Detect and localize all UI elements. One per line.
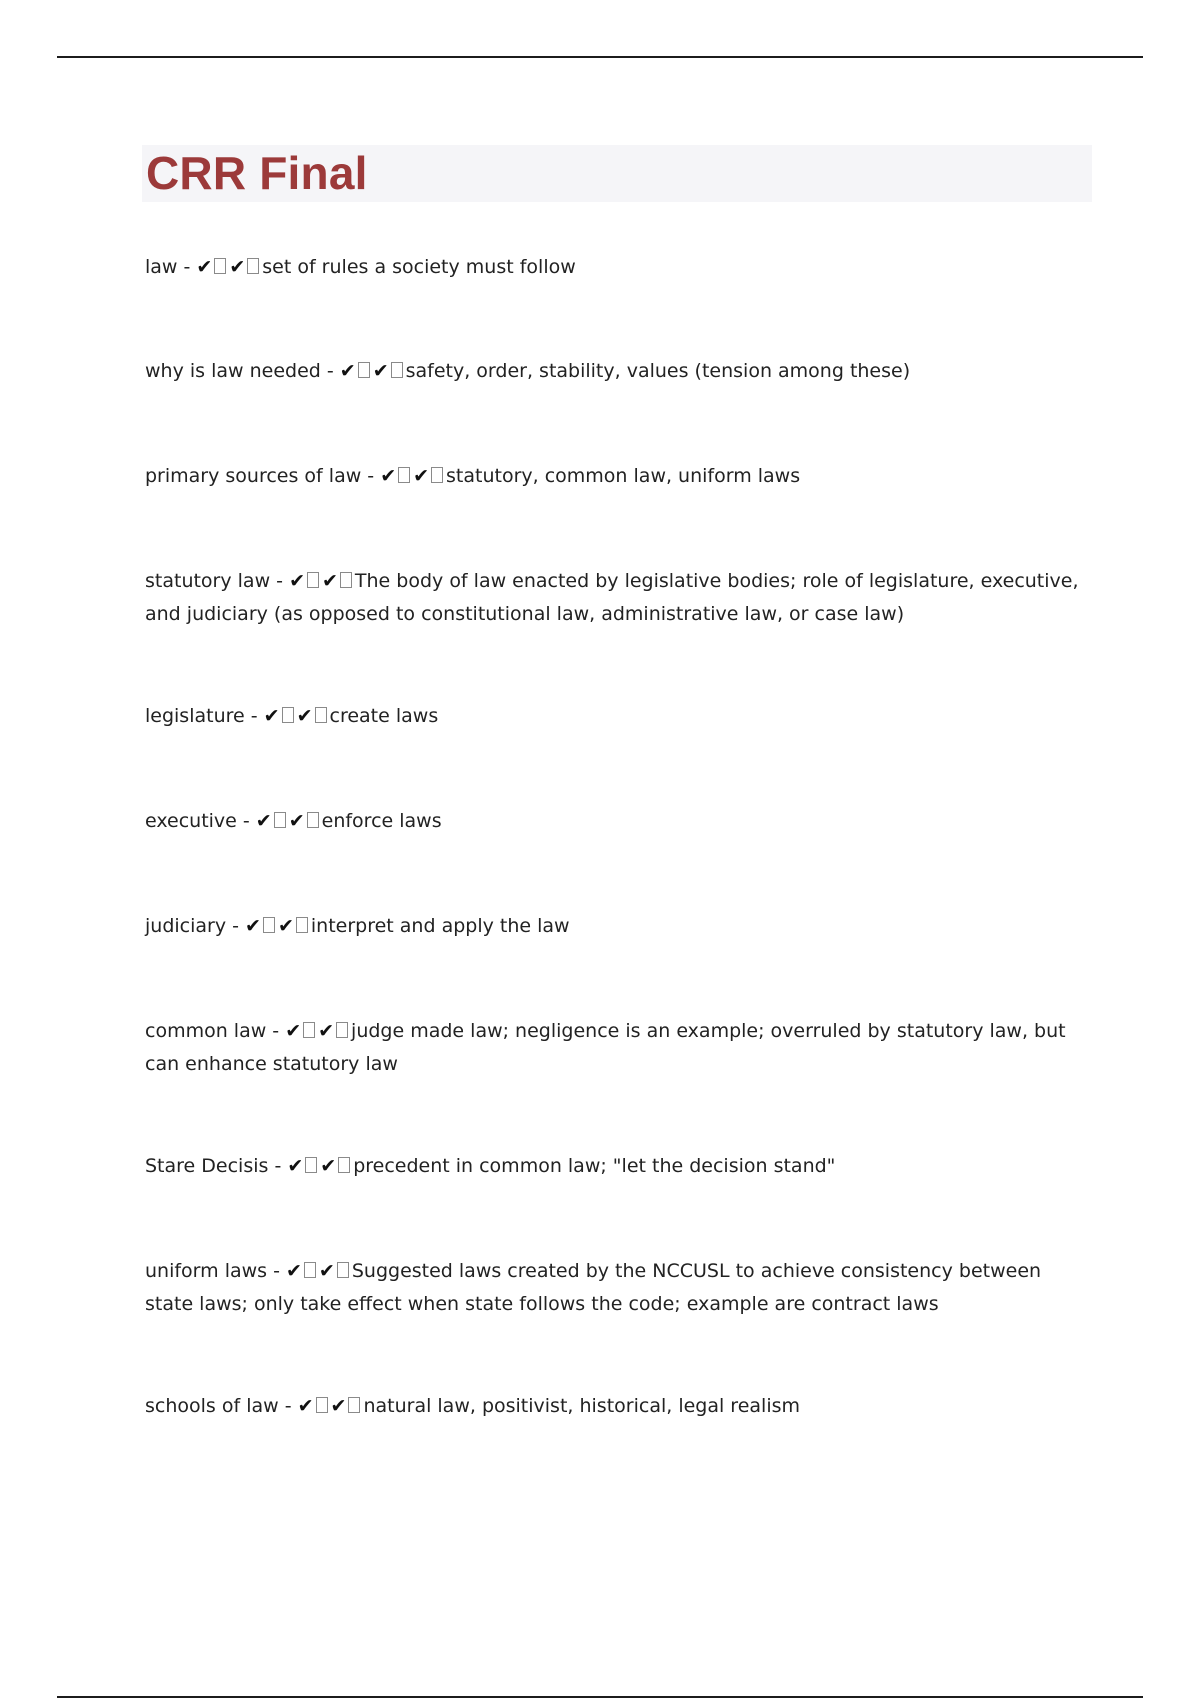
checkmark-icon: ✔: [339, 360, 356, 382]
checkmark-icon: ✔: [245, 915, 261, 937]
flashcard-entry: [145, 1390, 1095, 1423]
title-banner: [142, 145, 1092, 202]
flashcard-entry: [145, 700, 1095, 733]
checkmark-icon: ✔: [288, 810, 305, 832]
flashcard-entry: [145, 565, 1095, 630]
entry-separator: -: [270, 570, 290, 592]
entry-separator: -: [236, 810, 256, 832]
missing-glyph-icon: [316, 1397, 328, 1413]
entry-separator: -: [177, 256, 197, 278]
checkmark-icon: ✔: [287, 1155, 304, 1177]
checkmark-icon: ✔: [380, 465, 397, 487]
checkmark-icon: ✔: [330, 1395, 347, 1417]
checkmark-icon: ✔: [289, 570, 305, 592]
checkmark-icon: ✔: [372, 360, 389, 382]
checkmark-icon: ✔: [285, 1020, 302, 1042]
missing-glyph-icon: [296, 917, 308, 933]
entry-separator: -: [361, 465, 381, 487]
missing-glyph-icon: [274, 812, 286, 828]
checkmark-icon: ✔: [321, 570, 338, 592]
missing-glyph-icon: [315, 707, 327, 723]
entry-definition: interpret and apply the law: [310, 915, 570, 937]
missing-glyph-icon: [214, 258, 226, 274]
entry-term: common law: [145, 1020, 267, 1042]
flashcard-entry: [145, 355, 1095, 388]
checkmark-icon: ✔: [286, 1260, 302, 1282]
entry-term: law: [145, 256, 178, 278]
checkmark-icon: ✔: [277, 915, 294, 937]
flashcard-entry: [145, 460, 1095, 493]
flashcard-entry: [145, 805, 1095, 838]
flashcard-entry: [145, 1150, 1095, 1183]
missing-glyph-icon: [304, 1262, 316, 1278]
entry-separator: -: [268, 1155, 288, 1177]
missing-glyph-icon: [431, 467, 443, 483]
bottom-rule: [57, 1696, 1143, 1698]
entry-term: Stare Decisis: [145, 1155, 269, 1177]
entry-term: judiciary: [145, 915, 227, 937]
missing-glyph-icon: [337, 1262, 349, 1278]
entry-definition: create laws: [329, 705, 439, 727]
document-title: CRR Final: [146, 147, 368, 199]
entry-definition: judge made law; negligence is an example; overruled by statutory law, but can enhance statutory law: [145, 1020, 1066, 1075]
entry-term: legislature: [145, 705, 245, 727]
missing-glyph-icon: [305, 1157, 317, 1173]
entry-definition: statutory, common law, uniform laws: [446, 465, 801, 487]
checkmark-icon: ✔: [320, 1155, 337, 1177]
missing-glyph-icon: [247, 258, 259, 274]
checkmark-icon: ✔: [318, 1020, 335, 1042]
entry-separator: -: [267, 1260, 286, 1282]
checkmark-icon: ✔: [263, 705, 280, 727]
top-rule: [57, 56, 1143, 58]
missing-glyph-icon: [336, 1022, 348, 1038]
checkmark-icon: ✔: [413, 465, 430, 487]
missing-glyph-icon: [348, 1397, 360, 1413]
flashcard-entry: [145, 910, 1095, 943]
entry-separator: -: [244, 705, 264, 727]
checkmark-icon: ✔: [196, 256, 213, 278]
entry-definition: enforce laws: [321, 810, 442, 832]
entry-term: why is law needed: [145, 360, 321, 382]
entry-separator: -: [278, 1395, 298, 1417]
entry-term: uniform laws: [145, 1260, 268, 1282]
flashcard-entry: [145, 1255, 1095, 1320]
missing-glyph-icon: [391, 362, 403, 378]
entry-separator: -: [226, 915, 246, 937]
missing-glyph-icon: [282, 707, 294, 723]
entry-definition: The body of law enacted by legislative bodies; role of legislature, executive, and judiciary (as opposed to constitutional law, administrative law, or case law): [145, 570, 1079, 625]
entry-separator: -: [266, 1020, 286, 1042]
checkmark-icon: ✔: [255, 810, 272, 832]
missing-glyph-icon: [303, 1022, 315, 1038]
entry-definition: natural law, positivist, historical, legal realism: [363, 1395, 800, 1417]
entry-term: executive: [145, 810, 237, 832]
checkmark-icon: ✔: [318, 1260, 335, 1282]
entry-definition: safety, order, stability, values (tension among these): [405, 360, 911, 382]
checkmark-icon: ✔: [297, 1395, 314, 1417]
missing-glyph-icon: [307, 812, 319, 828]
missing-glyph-icon: [338, 1157, 350, 1173]
missing-glyph-icon: [398, 467, 410, 483]
flashcard-entry: [145, 251, 1095, 284]
missing-glyph-icon: [340, 572, 352, 588]
flashcard-entry: [145, 1015, 1095, 1080]
entry-separator: -: [320, 360, 340, 382]
checkmark-icon: ✔: [229, 256, 246, 278]
entry-definition: Suggested laws created by the NCCUSL to achieve consistency between state laws; only take effect when state follows the code; example are contract laws: [145, 1260, 1042, 1315]
entry-term: statutory law: [145, 570, 271, 592]
missing-glyph-icon: [263, 917, 275, 933]
entry-definition: set of rules a society must follow: [262, 256, 576, 278]
checkmark-icon: ✔: [296, 705, 313, 727]
entry-term: schools of law: [145, 1395, 279, 1417]
missing-glyph-icon: [358, 362, 370, 378]
missing-glyph-icon: [307, 572, 319, 588]
entry-term: primary sources of law: [145, 465, 362, 487]
entry-definition: precedent in common law; "let the decision stand": [353, 1155, 836, 1177]
